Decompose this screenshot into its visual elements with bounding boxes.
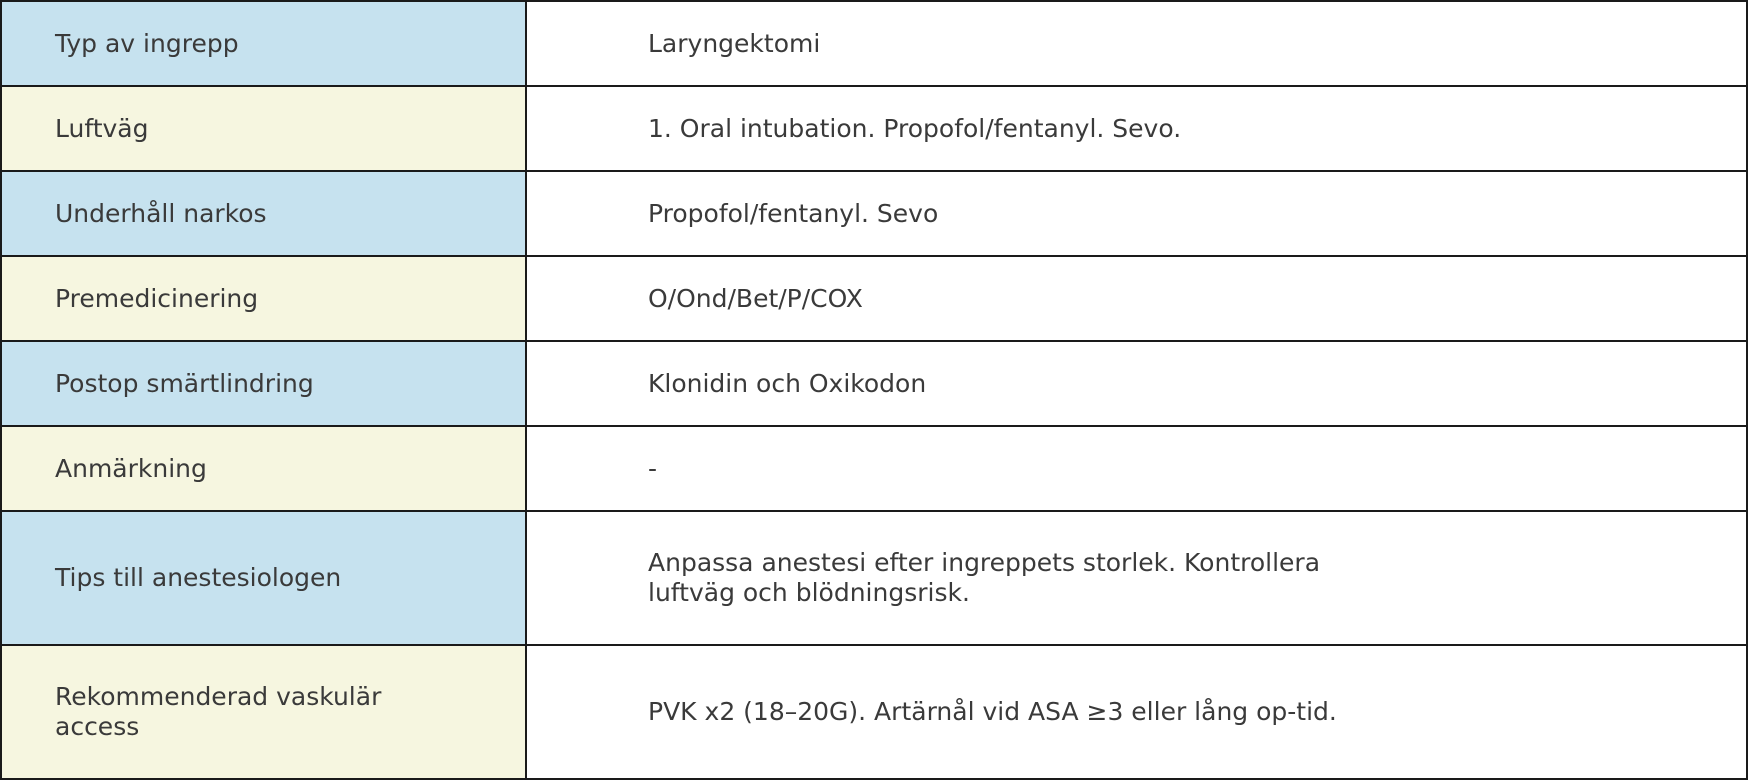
row-label-cell <box>1 645 526 779</box>
row-label: Premedicinering <box>55 283 259 313</box>
table-row <box>1 511 1747 645</box>
row-value: Propofol/fentanyl. Sevo <box>648 198 939 228</box>
row-value: PVK x2 (18–20G). Artärnål vid ASA ≥3 eller lång op-tid. <box>648 697 1337 726</box>
table-row <box>1 426 1747 511</box>
table-row <box>1 341 1747 426</box>
row-value: - <box>648 453 658 483</box>
table-row <box>1 171 1747 256</box>
row-label: Anmärkning <box>55 453 207 483</box>
row-value: 1. Oral intubation. Propofol/fentanyl. Sevo. <box>648 113 1182 143</box>
row-label-cell <box>1 426 526 511</box>
row-value-cell <box>526 645 1747 779</box>
row-value: O/Ond/Bet/P/COX <box>648 283 863 313</box>
row-label: Postop smärtlindring <box>55 368 314 398</box>
row-value-cell <box>526 171 1747 256</box>
row-value: Laryngektomi <box>648 28 821 58</box>
row-label-cell <box>1 171 526 256</box>
row-value-cell <box>526 511 1747 645</box>
row-value-cell <box>526 256 1747 341</box>
row-label-cell <box>1 511 526 645</box>
row-value-cell <box>526 341 1747 426</box>
row-label-cell <box>1 1 526 86</box>
table-row <box>1 256 1747 341</box>
row-label-cell <box>1 86 526 171</box>
row-value-cell <box>526 426 1747 511</box>
row-label: Luftväg <box>55 113 149 143</box>
table-row <box>1 645 1747 779</box>
row-value-cell <box>526 1 1747 86</box>
row-value-cell <box>526 86 1747 171</box>
row-label: Typ av ingrepp <box>55 28 239 58</box>
row-value: Klonidin och Oxikodon <box>648 368 927 398</box>
row-label: Rekommenderad vaskulär access <box>55 682 382 741</box>
row-label-cell <box>1 341 526 426</box>
row-label: Underhåll narkos <box>55 198 267 228</box>
row-value: Anpassa anestesi efter ingreppets storlek. Kontrollera luftväg och blödningsrisk. <box>648 548 1321 607</box>
row-label-cell <box>1 256 526 341</box>
row-label: Tips till anestesiologen <box>55 563 342 592</box>
table-row <box>1 1 1747 86</box>
table-row <box>1 86 1747 171</box>
